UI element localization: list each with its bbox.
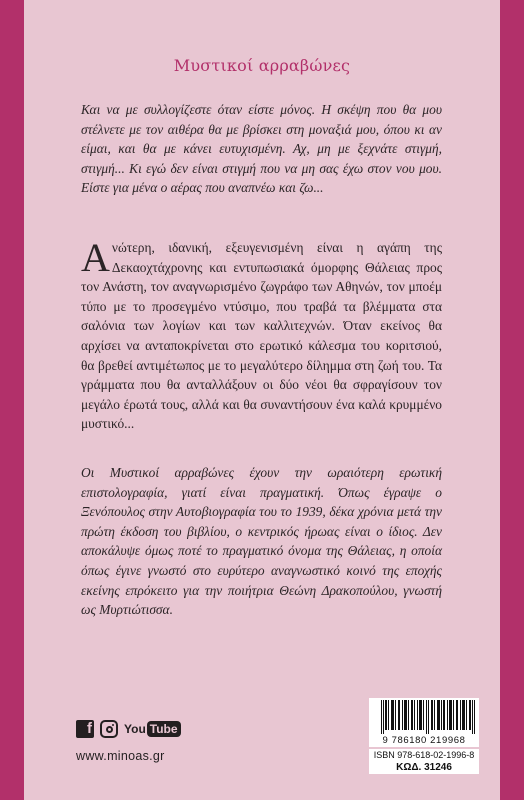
instagram-icon[interactable] <box>100 720 118 738</box>
barcode-icon <box>381 700 477 734</box>
synopsis-text: νώτερη, ιδανική, εξευγενισμένη είναι η αγάπη της Δεκαοχτάχρονης και εντυπωσιακά όμορφης Θάλειας προς τον Ανάστη, τον αναγνωρισμένο ζωγράφο των Αθηνών, τον μποέμ τύπο με το προσεγμένο ντύσιμο, που τραβά τα βλέμματα στα σαλόνια των λογίων και των καλλιτεχνών. Όταν εκείνος θα αρχίσει να ανταποκρίνεται στο ερωτικό κάλεσμα του κοριτσιού, θα βρεθεί αντιμέτωπος με το μεγαλύτερο δίλημμα στη ζωή του. Τα γράμματα που θα ανταλλάξουν οι δύο νέοι θα σφραγίσουν τον μεγάλο έρωτά τους, αλλά και θα συναντήσουν ένα καλά κρυμμένο μυστικό... <box>81 240 442 432</box>
book-title: Μυστικοί αρραβώνες <box>173 56 351 75</box>
drop-cap: Α <box>81 235 110 280</box>
barcode-block <box>369 698 479 773</box>
barcode-digits: 9 786180 219968 <box>369 735 479 747</box>
publisher-website[interactable]: www.minoas.gr <box>76 749 165 763</box>
barcode-background <box>369 698 479 738</box>
content-panel <box>24 0 500 800</box>
social-links <box>76 720 181 738</box>
youtube-you: You <box>124 722 146 736</box>
about-paragraph: Οι Μυστικοί αρραβώνες έχουν την ωραιότερη ερωτική επιστολογραφία, γιατί είναι πραγματική. Όπως έγραψε ο Ξενόπουλος στην Αυτοβιογραφία του το 1939, δέκα χρόνια μετά την πρώτη έκδοση του βιβλίου, ο κεντρικός ήρωας είναι ο ίδιος. Δεν αποκάλυψε όμως ποτέ το πραγματικό όνομα της Θάλειας, η οποία όπως έγινε γνωστό στο ευρύτερο αναγνωστικό κοινό της εποχής εκείνης επρόκειτο για την ποιήτρια Θεώνη Δρακοπούλου, γνωστή ως Μυρτιώτισσα. <box>81 465 442 618</box>
youtube-icon[interactable] <box>124 721 181 737</box>
opening-quote: Και να με συλλογίζεστε όταν είστε μόνος. Η σκέψη που θα μου στέλνετε με τον αιθέρα θα με βρίσκει στη μοναξιά μου, όπου κι αν είμαι, και θα με κάνει ευτυχισμένη. Αχ, μη με ξεχνάτε στιγμή, στιγμή... Κι εγώ δεν είναι στιγμή που να μη σας έχω στον νου μου. Είστε για μένα ο αέρας που αναπνέω και ζω... <box>81 102 442 196</box>
synopsis <box>81 235 442 434</box>
isbn-number: ISBN 978-618-02-1996-8 <box>369 749 479 761</box>
youtube-tube: Tube <box>147 721 181 737</box>
facebook-icon[interactable]: f <box>76 720 94 738</box>
product-code: ΚΩΔ. 31246 <box>369 761 479 774</box>
